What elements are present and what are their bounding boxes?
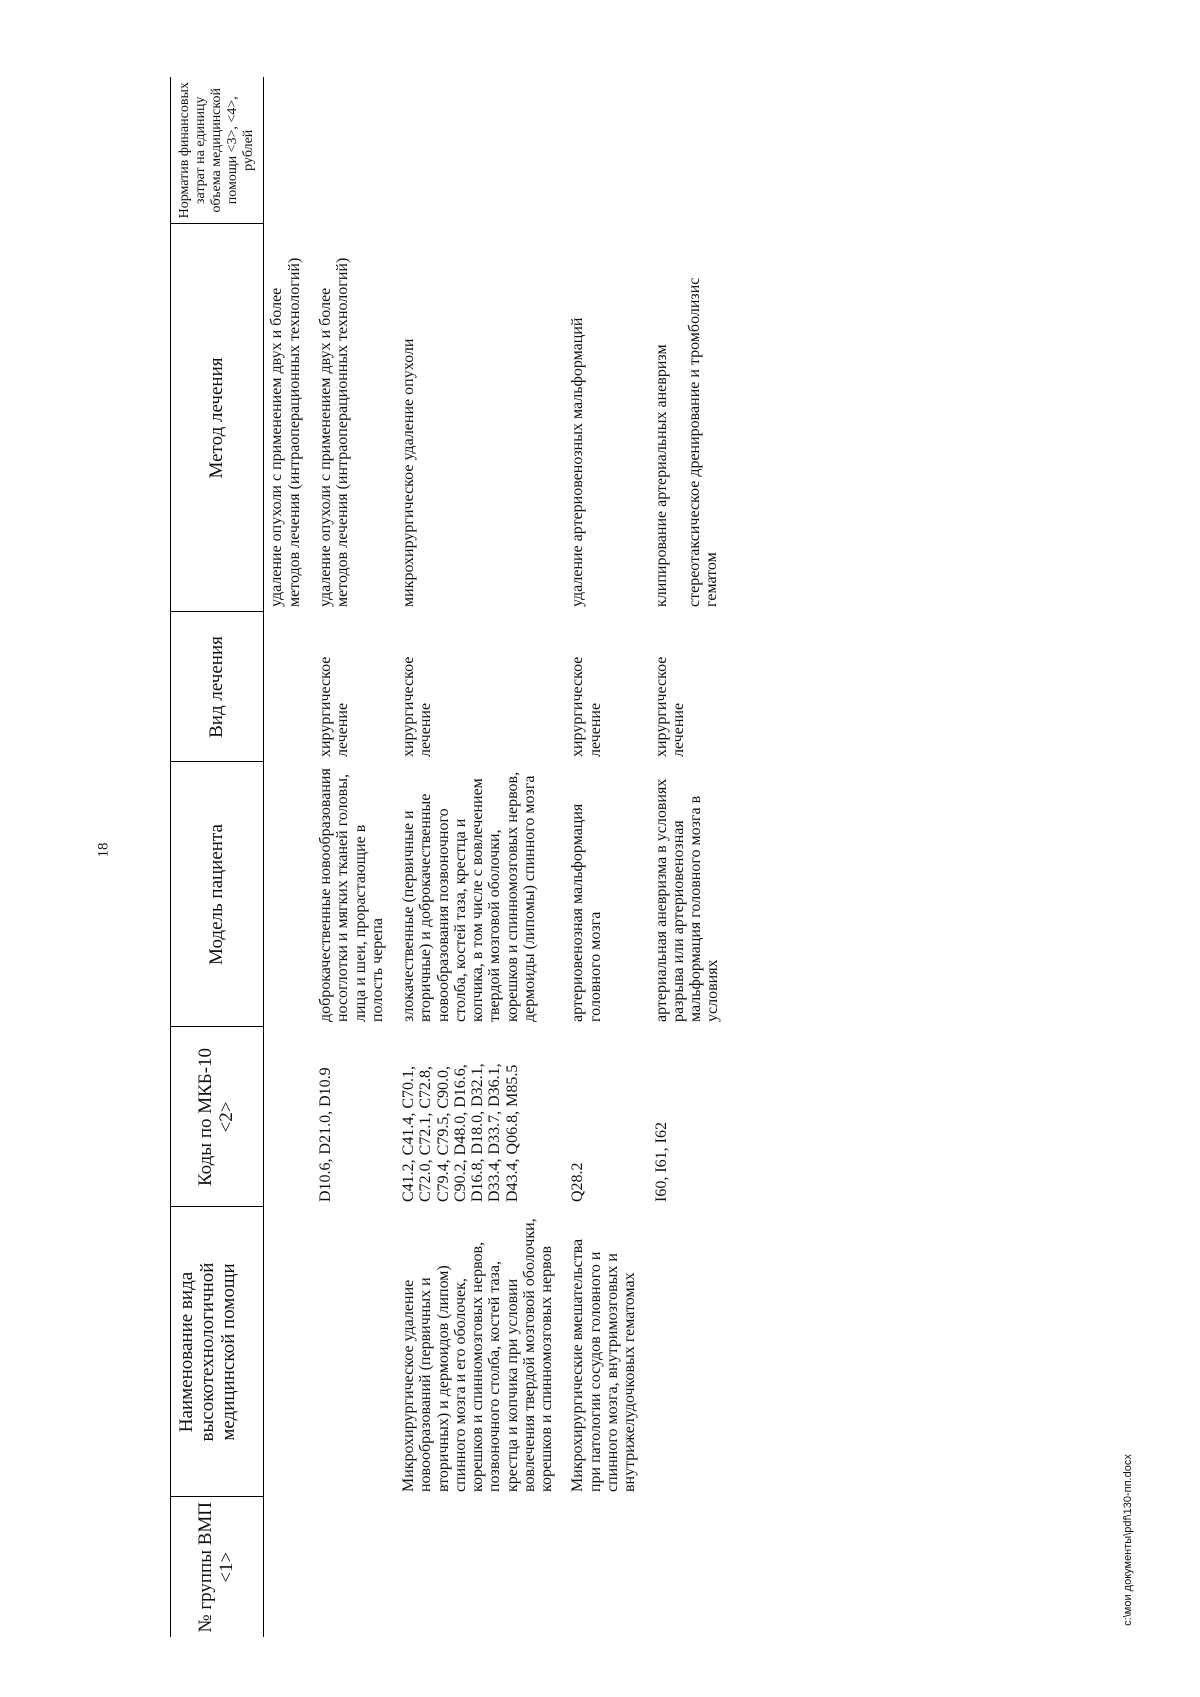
cell-norm [649,77,732,224]
page-number: 18 [95,842,112,858]
table-header-row [171,77,264,1637]
header-icd10-codes: Коды по МКБ-10 <2> [171,1027,264,1207]
method-text: стереотаксическое дренирование и тромболизис гематом [685,277,721,607]
header-treatment-type: Вид лечения [171,612,264,762]
cell-model: доброкачественные новообразования носоглотки и мягких тканей головы, лица и шеи, прорастающие в полость черепа [317,768,386,1022]
table-row [313,77,396,1637]
cell-group [264,1497,313,1637]
table-row [264,77,313,1637]
cell-group [649,1497,732,1637]
cell-treatment: хирургическое лечение [569,656,604,757]
cell-norm [264,77,313,224]
cell-model: злокачественные (первичные и вторичные) и доброкачественные новообразования позвоночного столба, костей таза, крестца и копчика, в том числе с вовлечением твердой мозговой оболочки, корешков и спинномозговых нервов, дермоиды (липомы) спинного мозга [400,771,538,1022]
table-row [649,77,732,1637]
cell-codes: Q28.2 [569,1162,587,1202]
footer-file-path: c:\мои документы\pdf\130-пп.docx [1122,1454,1134,1626]
cell-treatment: хирургическое лечение [400,656,435,757]
cell-codes: C41.2, C41.4, C70.1, C72.0, C72.1, C72.8, C79.4, C79.5, C90.0, C90.2, D48.0, D16.6, D16.8, D18.0, D32.1, D33.4, D33.7, D36.1, D43.4, Q06.8, M85.5 [400,1063,521,1202]
cell-group [565,1497,648,1637]
cell-treatment: хирургическое лечение [652,656,687,757]
method-text: микрохирургическое удаление опухоли [400,338,418,607]
method-text: удаление опухоли с применением двух и более методов лечения (интраоперационных технологий) [317,257,352,607]
cell-codes: I60, I61, I62 [652,1122,670,1202]
vmp-table [170,77,732,1637]
cell-method [396,224,565,612]
header-cost-norm: Норматив финансовых затрат на единицу объема медицинской помощи <3>, <4>, рублей [171,77,264,224]
cell-group [396,1497,565,1637]
cell-treatment [264,612,313,762]
cell-norm [565,77,648,224]
header-group-number: № группы ВМП <1> [171,1497,264,1637]
cell-method [649,224,732,612]
method-text: удаление артериовенозных мальформаций [569,317,587,607]
cell-model: артериальная аневризма в условиях разрыва или артериовенозная мальформация головного мозга в условиях [652,778,722,1022]
rotated-table-container [170,77,1200,1637]
cell-group [313,1497,396,1637]
cell-method [565,224,648,612]
cell-treatment: хирургическое лечение [317,656,352,757]
cell-method [264,224,313,612]
cell-name: Микрохирургическое удаление новообразований (первичных и вторичных) и дермоидов (липом) спинного мозга и его оболочек, корешков и спинномозговых нервов, позвоночного столба, костей таза, крестца и копчика при условии вовлечения твердой мозговой оболочки, корешков и спинномозговых нервов [400,1218,556,1492]
method-text: удаление опухоли с применением двух и более методов лечения (интраоперационных технологий) [268,257,303,607]
cell-name [649,1207,732,1497]
method-text: клипирование артериальных аневризм [652,344,670,607]
header-patient-model: Модель пациента [171,762,264,1027]
cell-model [264,762,313,1027]
cell-norm [396,77,565,224]
cell-codes [264,1027,313,1207]
table-row [565,77,648,1637]
cell-codes: D10.6, D21.0, D10.9 [317,1067,334,1202]
header-treatment-method: Метод лечения [171,224,264,612]
cell-name: Микрохирургические вмешательства при патологии сосудов головного и спинного мозга, внутримозговых и внутрижелудочковых гематомах [569,1238,639,1492]
cell-norm [313,77,396,224]
cell-method [313,224,396,612]
cell-name [264,1207,313,1497]
cell-name [313,1207,396,1497]
header-care-type-name: Наименование вида высокотехнологичной медицинской помощи [171,1207,264,1497]
table-row [396,77,565,1637]
cell-model: артериовенозная мальформация головного мозга [569,803,604,1022]
